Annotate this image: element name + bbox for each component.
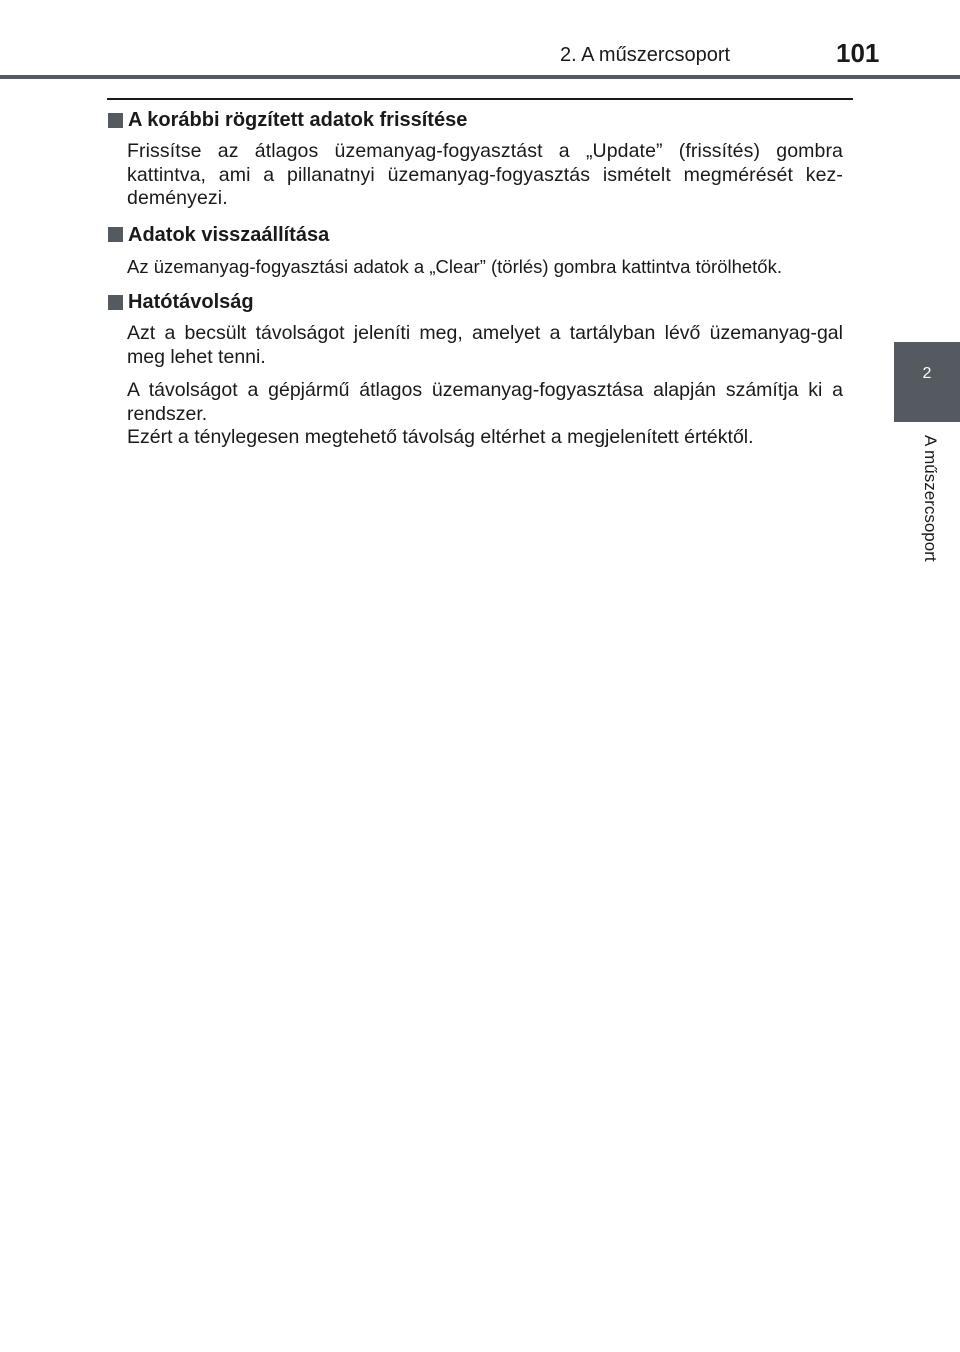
section-heading-text: Hatótávolság — [128, 291, 254, 313]
bullet-square-icon — [108, 113, 123, 128]
section-range — [108, 290, 854, 450]
bullet-square-icon — [108, 295, 123, 310]
content-body — [108, 108, 854, 462]
paragraph: Ezért a ténylegesen megtehető távolság eltérhet a megjelenített értéktől. — [127, 426, 754, 448]
section-update — [108, 108, 854, 211]
paragraph: Az üzemanyag-fogyasztási adatok a „Clear” (törlés) gombra kattintva törölhetők. — [127, 255, 782, 277]
section-heading — [108, 223, 854, 247]
section-heading — [108, 290, 854, 314]
section-heading — [108, 108, 854, 132]
content-divider — [107, 98, 853, 100]
header-divider — [0, 75, 960, 79]
paragraph: Azt a becsült távolságot jeleníti meg, amelyet a tartályban lévő üzemanyag-gal meg lehet tenni. — [127, 322, 843, 368]
section-heading-text: Adatok visszaállítása — [128, 223, 330, 246]
paragraph: A távolságot a gépjármű átlagos üzemanyag-fogyasztása alapján számítja ki a rendszer. — [127, 379, 843, 425]
chapter-label: A műszercsoport — [921, 435, 940, 562]
chapter-tab[interactable]: 2 — [894, 342, 960, 422]
bullet-square-icon — [108, 227, 123, 242]
section-heading-text: A korábbi rögzített adatok frissítése — [128, 109, 468, 131]
page-number: 101 — [836, 38, 880, 68]
header-title: 2. A műszercsoport — [560, 44, 731, 66]
section-reset — [108, 223, 854, 279]
paragraph: Frissítse az átlagos üzemanyag-fogyasztást a „Update” (frissítés) gombra kattintva, ami a pillanatnyi üzemanyag-fogyasztás ismételt megmérését kez-deményezi. — [127, 140, 843, 209]
